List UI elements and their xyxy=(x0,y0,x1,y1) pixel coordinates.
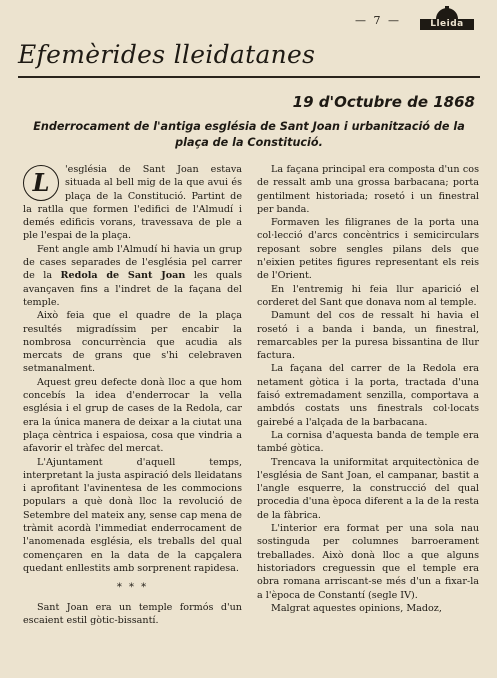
page-number: — 7 — xyxy=(355,14,401,27)
paragraph xyxy=(23,163,242,243)
article-date: 19 d'Octubre de 1868 xyxy=(292,93,475,111)
paragraph-text: 'església de Sant Joan estava situada al bell mig de la que avui és plaça de la Constitució. Partint de la ratlla que formen l'edifici de l'Almudí i demés edificis vorans, travessava de ple a ple l'espai de la plaça. xyxy=(23,164,242,242)
paragraph: La façana principal era composta d'un cos de ressalt amb una grossa barbacana; porta gentilment historiada; rosetó i un finestral per banda. xyxy=(257,164,479,215)
paragraph: La façana del carrer de la Redola era netament gòtica i la porta, tractada d'una faisó extremadament senzilla, comportava a ambdós costats uns finestrals col·locats gairebé a l'alçada de la barbacana. xyxy=(257,363,479,428)
section-title: Efemèrides lleidatanes xyxy=(18,40,316,69)
paragraph: L'Ajuntament d'aquell temps, interpretant la justa aspiració dels lleidatans i aprofitant l'avinentesa de les commocions populars a què donà lloc la revolució de Setembre del mateix any, sense cap mena de tràmit acordà l'immediat enderrocament de l'anomenada església, els treballs del qual començaren en la data de la capçalera quedant enllestits amb sorprenent rapidesa. xyxy=(23,456,242,574)
paragraph: Formaven les filigranes de la porta una col·lecció d'arcs concèntrics i semicirculars reposant sobre sengles pilans dels que n'eixien petites figures representant els reis de l'Orient. xyxy=(257,217,479,282)
paragraph xyxy=(23,243,242,309)
lleida-logo xyxy=(420,6,474,34)
title-underline xyxy=(18,76,480,78)
paragraph: Això feia que el quadre de la plaça resultés migradíssim per encabir la nombrosa concurrència que acudia als mercats de grans que s'hi celebraven setmanalment. xyxy=(23,310,242,375)
paragraph-text: Fent angle amb l'Almudí hi havia un grup de cases separades de l'església pel carrer de la xyxy=(23,243,242,282)
logo-text: Lleida xyxy=(430,19,464,29)
section-separator: * * * xyxy=(116,582,149,594)
drop-cap: L xyxy=(23,165,59,201)
street-name: Redola de Sant Joan xyxy=(60,270,186,282)
paragraph: Trencava la uniformitat arquitectònica de l'església de Sant Joan, el campanar, bastit a l'angle esquerre, la construcció del qual procedia d'una època diferent a la de la resta de la fàbrica. xyxy=(257,456,479,521)
paragraph: La cornisa d'aquesta banda de temple era també gòtica. xyxy=(257,429,479,455)
paragraph: Aquest greu defecte donà lloc a que hom concebís la idea d'enderrocar la vella església i el grup de cases de la Redola, car era la única manera de deixar a la ciutat una plaça cèntrica i espaiosa, cosa que vindria a afavorir el tràfec del mercat. xyxy=(23,376,242,455)
left-column xyxy=(23,163,242,627)
article-subtitle: Enderrocament de l'antiga església de Sant Joan i urbanització de la plaça de la Constitució. xyxy=(33,120,465,149)
paragraph: L'interior era format per una sola nau sostinguda per columnes barroerament treballades. Això donà lloc a que alguns historiadors creguessin que el temple era obra romana arriscant-se més d'un a fixar-la a l'època de Constantí (segle IV). xyxy=(257,523,479,601)
paragraph-text: les quals avançaven fins a l'indret de la façana del temple. xyxy=(23,270,242,308)
paragraph: Malgrat aquestes opinions, Madoz, xyxy=(271,602,442,614)
right-column xyxy=(257,163,479,615)
paragraph: Sant Joan era un temple formós d'un escaient estil gòtic-bissantí. xyxy=(23,601,242,626)
paragraph: Damunt del cos de ressalt hi havia el rosetó i a banda i banda, un finestral, remarcables per la puresa bissantina de llur factura. xyxy=(257,310,479,362)
paragraph: En l'entremig hi feia llur aparició el corderet del Sant que donava nom al temple. xyxy=(257,283,479,308)
